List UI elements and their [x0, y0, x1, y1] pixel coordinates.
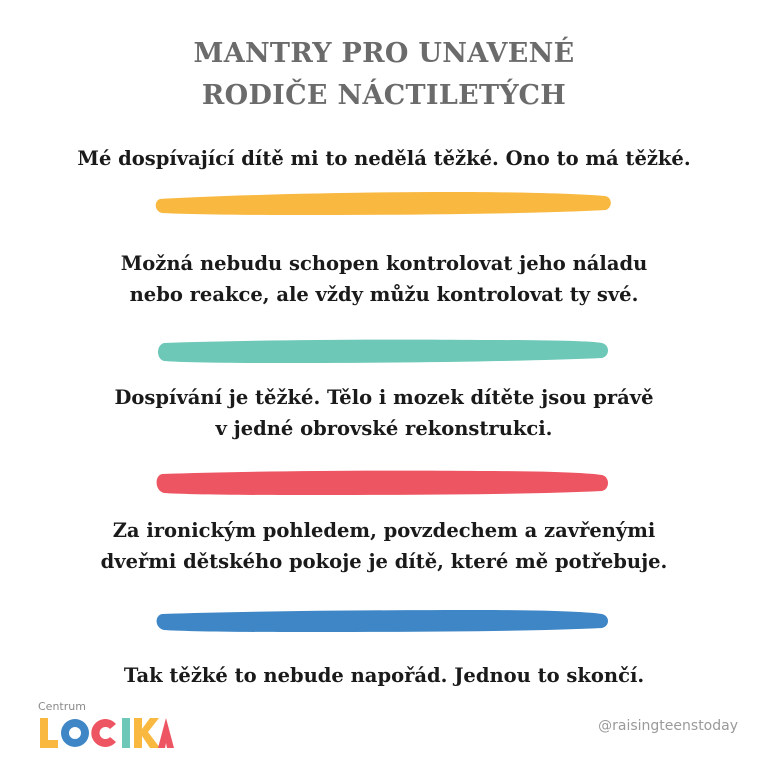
page-title — [0, 33, 768, 117]
mantra-2-line-1: Možná nebudu schopen kontrolovat jeho náladu — [120, 252, 648, 275]
mantra-4-line-1: Za ironickým pohledem, povzdechem a zavřenými — [112, 519, 656, 542]
mantra-3-line-1: Dospívání je těžké. Tělo i mozek dítěte jsou právě — [114, 386, 654, 409]
mantra-1-line-1: Mé dospívající dítě mi to nedělá těžké. Ono to má těžké. — [77, 147, 691, 170]
social-handle: @raisingteenstoday — [598, 718, 738, 734]
brush-stroke-blue — [150, 600, 620, 640]
brush-stroke-teal — [150, 330, 620, 370]
logo — [38, 700, 178, 752]
mantra-5 — [0, 660, 768, 691]
logo-small-text: Centrum — [38, 700, 86, 713]
title-line-1: MANTRY PRO UNAVENÉ — [193, 38, 575, 69]
mantra-5-line-1: Tak těžké to nebude napořád. Jednou to skončí. — [123, 664, 645, 687]
mantra-3 — [0, 382, 768, 444]
mantra-4-line-2: dveřmi dětského pokoje je dítě, které mě potřebuje. — [100, 550, 668, 573]
brush-stroke-yellow — [150, 183, 620, 223]
mantra-3-line-2: v jedné obrovské rekonstrukci. — [215, 417, 553, 440]
mantra-2 — [0, 248, 768, 310]
mantra-4 — [0, 515, 768, 577]
title-line-2: RODIČE NÁCTILETÝCH — [201, 80, 567, 111]
locika-wordmark-icon — [38, 716, 174, 750]
mantra-1 — [0, 143, 768, 174]
mantra-2-line-2: nebo reakce, ale vždy můžu kontrolovat ty své. — [129, 283, 639, 306]
brush-stroke-red — [150, 462, 620, 502]
